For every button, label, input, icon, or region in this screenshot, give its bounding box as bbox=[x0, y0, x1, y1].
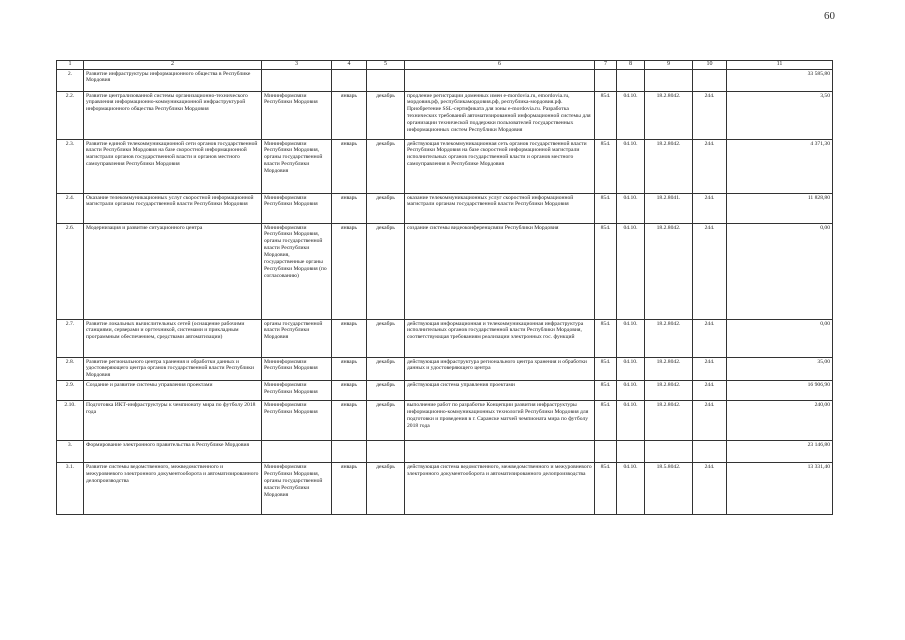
activity-name: Создание и развитие системы управления проектами bbox=[84, 381, 262, 401]
table-row bbox=[57, 223, 833, 319]
table-row bbox=[57, 193, 833, 223]
target-article-code: 18.2.8042. bbox=[645, 401, 693, 441]
executor: Мининформсвязи Республики Мордовия, органы государственной власти Республики Мордовия bbox=[262, 139, 332, 193]
expected-result: выполнение работ по разработке Концепции развития инфраструктуры информационно-коммуникационных технологий Республики Мордовия для подготовки и проведения в г. Саранске матчей чемпионата мира по футболу 2018 года bbox=[405, 401, 595, 441]
section-code: 04.10. bbox=[617, 381, 645, 401]
start-month: январь bbox=[332, 139, 367, 193]
row-number: 2.7. bbox=[57, 319, 84, 357]
row-number: 2.8. bbox=[57, 357, 84, 381]
funding-amount: 13 331,40 bbox=[727, 463, 833, 515]
row-number: 2.6. bbox=[57, 223, 84, 319]
activity-name: Развитие системы ведомственного, межведомственного и межуровневого электронного документооборота и автоматизированного делопроизводства bbox=[84, 463, 262, 515]
section-code: 04.10. bbox=[617, 193, 645, 223]
table-row bbox=[57, 139, 833, 193]
funding-amount: 33 585,80 bbox=[727, 69, 833, 91]
expected-result: действующая телекоммуникационная сеть органов государственной власти Республики Мордовия на базе скоростной информационной магистрали исполнительных органов государственной власти и органов местного самоуправления в Республике Мордовия bbox=[405, 139, 595, 193]
start-month: январь bbox=[332, 381, 367, 401]
section-code: 04.10. bbox=[617, 319, 645, 357]
column-header: 4 bbox=[332, 61, 367, 70]
row-number: 2.10. bbox=[57, 401, 84, 441]
section-code: 04.10. bbox=[617, 91, 645, 139]
start-month bbox=[332, 69, 367, 91]
section-code: 04.10. bbox=[617, 139, 645, 193]
expense-type-code bbox=[693, 441, 727, 463]
table-row bbox=[57, 69, 833, 91]
table-row bbox=[57, 401, 833, 441]
activity-name: Развитие централизованной системы организационно-технического управления информационно-коммуникационной инфраструктурой информационного общества Республики Мордовия bbox=[84, 91, 262, 139]
end-month: декабрь bbox=[367, 381, 405, 401]
grbs-code: 854. bbox=[595, 401, 617, 441]
grbs-code: 854. bbox=[595, 139, 617, 193]
start-month: январь bbox=[332, 91, 367, 139]
executor: Мининформсвязи Республики Мордовия bbox=[262, 401, 332, 441]
row-number: 2.4. bbox=[57, 193, 84, 223]
program-table bbox=[56, 60, 833, 515]
table-row bbox=[57, 463, 833, 515]
funding-amount: 4 371,30 bbox=[727, 139, 833, 193]
expected-result: действующая система ведомственного, межведомственного и межуровневого электронного документооборота и автоматизированного делопроизводства bbox=[405, 463, 595, 515]
column-header: 6 bbox=[405, 61, 595, 70]
expected-result: оказание телекоммуникационных услуг скоростной информационной магистрали органам государственной власти Республики Мордовия bbox=[405, 193, 595, 223]
expense-type-code: 244. bbox=[693, 381, 727, 401]
target-article-code: 18.5.8042. bbox=[645, 463, 693, 515]
expense-type-code bbox=[693, 69, 727, 91]
expense-type-code: 244. bbox=[693, 319, 727, 357]
target-article-code: 18.2.8042. bbox=[645, 91, 693, 139]
expense-type-code: 244. bbox=[693, 91, 727, 139]
target-article-code: 18.2.8042. bbox=[645, 319, 693, 357]
start-month: январь bbox=[332, 193, 367, 223]
funding-amount: 35,00 bbox=[727, 357, 833, 381]
page-number: 60 bbox=[824, 10, 835, 22]
target-article-code: 18.2.8042. bbox=[645, 223, 693, 319]
executor: Мининформсвязи Республики Мордовия bbox=[262, 357, 332, 381]
grbs-code: 854. bbox=[595, 319, 617, 357]
end-month: декабрь bbox=[367, 319, 405, 357]
grbs-code: 854. bbox=[595, 193, 617, 223]
row-number: 2.3. bbox=[57, 139, 84, 193]
row-number: 2.2. bbox=[57, 91, 84, 139]
target-article-code: 18.2.8042. bbox=[645, 381, 693, 401]
expected-result: создание системы видеоконференцсвязи Республики Мордовия bbox=[405, 223, 595, 319]
grbs-code: 854. bbox=[595, 223, 617, 319]
column-header: 5 bbox=[367, 61, 405, 70]
row-number: 3.1. bbox=[57, 463, 84, 515]
activity-name: Оказание телекоммуникационных услуг скоростной информационной магистрали органам государственной власти Республики Мордовия bbox=[84, 193, 262, 223]
end-month: декабрь bbox=[367, 193, 405, 223]
activity-name: Формирование электронного правительства в Республике Мордовия bbox=[84, 441, 262, 463]
activity-name: Модернизация и развитие ситуационного центра bbox=[84, 223, 262, 319]
table-row bbox=[57, 357, 833, 381]
executor: Мининформсвязи Республики Мордовия, органы государственной власти Республики Мордовия, государственные органы Республики Мордовия (по согласованию) bbox=[262, 223, 332, 319]
executor: органы государственной власти Республики Мордовия bbox=[262, 319, 332, 357]
expected-result: продление регистрации доменных имен e-mordovia.ru, emordovia.ru, мордовия.рф, республикамордовия.рф, республика-мордовия.рф. Приобретение SSL-сертификата для зоны e-mordovia.ru. Разработка технических требований автоматизированной информационной системы для организации технической поддержки пользователей государственных информационных систем Республики Мордовия bbox=[405, 91, 595, 139]
grbs-code: 854. bbox=[595, 357, 617, 381]
activity-name: Развитие единой телекоммуникационной сети органов государственной власти Республики Мордовия на базе скоростной информационной магистрали органов государственной власти и органов местного самоуправления Республики Мордовия bbox=[84, 139, 262, 193]
end-month: декабрь bbox=[367, 223, 405, 319]
executor: Мининформсвязи Республики Мордовия bbox=[262, 193, 332, 223]
end-month bbox=[367, 69, 405, 91]
column-header: 2 bbox=[84, 61, 262, 70]
funding-amount: 0,00 bbox=[727, 223, 833, 319]
column-header: 9 bbox=[645, 61, 693, 70]
target-article-code bbox=[645, 441, 693, 463]
table-row bbox=[57, 319, 833, 357]
table-body bbox=[57, 69, 833, 515]
executor: Мининформсвязи Республики Мордовия, органы государственной власти Республики Мордовия bbox=[262, 463, 332, 515]
grbs-code bbox=[595, 441, 617, 463]
end-month: декабрь bbox=[367, 463, 405, 515]
column-header: 11 bbox=[727, 61, 833, 70]
end-month: декабрь bbox=[367, 401, 405, 441]
grbs-code: 854. bbox=[595, 91, 617, 139]
column-header: 7 bbox=[595, 61, 617, 70]
table-row bbox=[57, 381, 833, 401]
expense-type-code: 244. bbox=[693, 223, 727, 319]
start-month: январь bbox=[332, 463, 367, 515]
start-month: январь bbox=[332, 319, 367, 357]
table-row bbox=[57, 441, 833, 463]
activity-name: Развитие регионального центра хранения и обработки данных и удостоверяющего центра органов государственной власти Республики Мордовия bbox=[84, 357, 262, 381]
section-code: 04.10. bbox=[617, 357, 645, 381]
end-month: декабрь bbox=[367, 139, 405, 193]
section-code: 04.10. bbox=[617, 223, 645, 319]
target-article-code: 18.2.8042. bbox=[645, 139, 693, 193]
column-header: 8 bbox=[617, 61, 645, 70]
target-article-code bbox=[645, 69, 693, 91]
section-code: 04.10. bbox=[617, 463, 645, 515]
funding-amount: 16 906,90 bbox=[727, 381, 833, 401]
section-code bbox=[617, 69, 645, 91]
activity-name: Подготовка ИКТ-инфраструктуры к чемпионату мира по футболу 2018 года bbox=[84, 401, 262, 441]
funding-amount: 240,00 bbox=[727, 401, 833, 441]
start-month: январь bbox=[332, 223, 367, 319]
grbs-code: 854. bbox=[595, 381, 617, 401]
start-month: январь bbox=[332, 401, 367, 441]
table-row bbox=[57, 91, 833, 139]
section-code: 04.10. bbox=[617, 401, 645, 441]
executor bbox=[262, 69, 332, 91]
expected-result: действующая информационная и телекоммуникационная инфраструктура исполнительных органов государственной власти Республики Мордовия, соответствующая требованиям реализации электронных гос. функций bbox=[405, 319, 595, 357]
column-header: 10 bbox=[693, 61, 727, 70]
activity-name: Развитие локальных вычислительных сетей (оснащение рабочими станциями, серверами и оргтехникой, системами и прикладным программным обеспечением, средствами автоматизации) bbox=[84, 319, 262, 357]
expected-result: действующая инфраструктура регионального центра хранения и обработки данных и удостоверяющего центра bbox=[405, 357, 595, 381]
expected-result: действующая система управления проектами bbox=[405, 381, 595, 401]
grbs-code: 854. bbox=[595, 463, 617, 515]
expense-type-code: 244. bbox=[693, 193, 727, 223]
funding-amount: 11 828,80 bbox=[727, 193, 833, 223]
grbs-code bbox=[595, 69, 617, 91]
column-header: 1 bbox=[57, 61, 84, 70]
activity-name: Развитие инфраструктуры информационного общества в Республике Мордовия bbox=[84, 69, 262, 91]
executor: Мининформсвязи Республики Мордовия bbox=[262, 381, 332, 401]
executor: Мининформсвязи Республики Мордовия bbox=[262, 91, 332, 139]
column-number-row bbox=[57, 61, 833, 70]
row-number: 2.9. bbox=[57, 381, 84, 401]
target-article-code: 18.2.8042. bbox=[645, 357, 693, 381]
expected-result bbox=[405, 441, 595, 463]
start-month bbox=[332, 441, 367, 463]
expense-type-code: 244. bbox=[693, 401, 727, 441]
end-month bbox=[367, 441, 405, 463]
funding-amount: 3,50 bbox=[727, 91, 833, 139]
expense-type-code: 244. bbox=[693, 357, 727, 381]
row-number: 3. bbox=[57, 441, 84, 463]
expected-result bbox=[405, 69, 595, 91]
target-article-code: 18.2.8041. bbox=[645, 193, 693, 223]
funding-amount: 23 146,80 bbox=[727, 441, 833, 463]
start-month: январь bbox=[332, 357, 367, 381]
executor bbox=[262, 441, 332, 463]
end-month: декабрь bbox=[367, 357, 405, 381]
column-header: 3 bbox=[262, 61, 332, 70]
expense-type-code: 244. bbox=[693, 139, 727, 193]
funding-amount: 0,00 bbox=[727, 319, 833, 357]
end-month: декабрь bbox=[367, 91, 405, 139]
section-code bbox=[617, 441, 645, 463]
row-number: 2. bbox=[57, 69, 84, 91]
expense-type-code: 244. bbox=[693, 463, 727, 515]
